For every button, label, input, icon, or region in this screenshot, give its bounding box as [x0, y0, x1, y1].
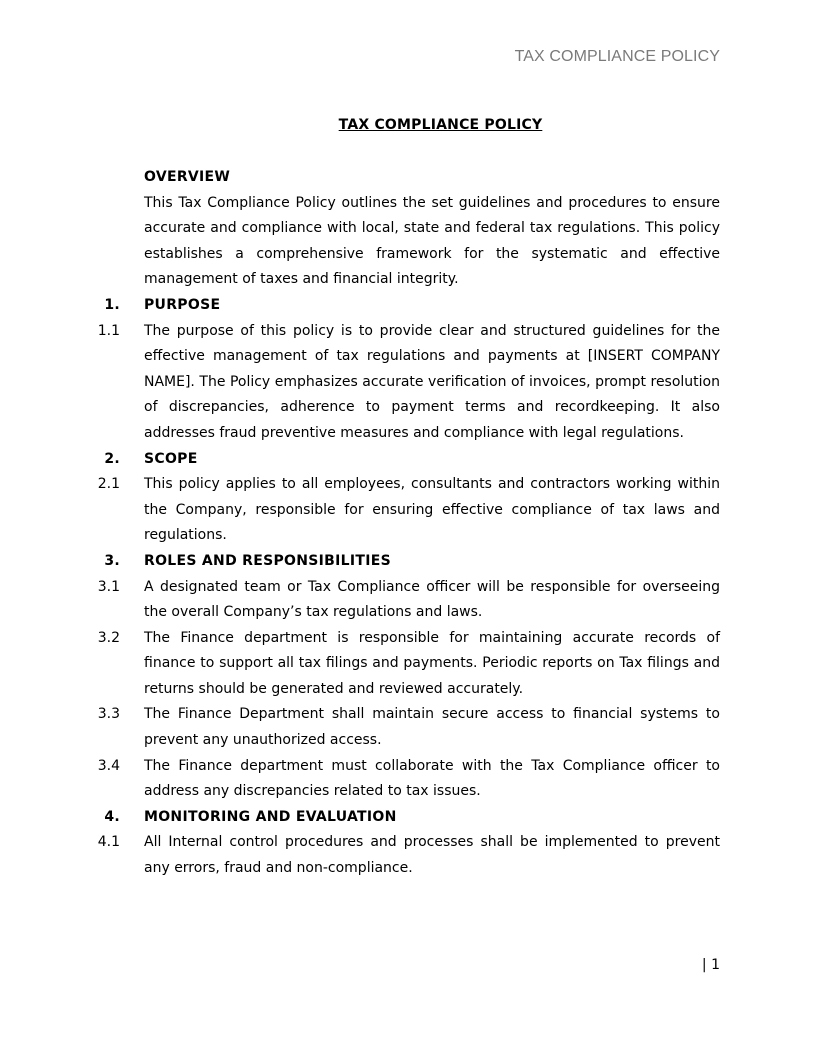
- clause-text: The purpose of this policy is to provide clear and structured guidelines for the effective management of tax regulations and payments at [INSERT COMPANY NAME]. The Policy emphasizes accurate verification of invoices, prompt resolution of discrepancies, adherence to payment terms and recordkeeping. It also addresses fraud preventive measures and compliance with legal regulations.: [144, 322, 720, 441]
- clause-3-3: [0, 702, 816, 753]
- document-title: TAX COMPLIANCE POLICY: [338, 117, 543, 133]
- clause-number: 3.4: [97, 757, 120, 774]
- clause-text: The Finance department is responsible for maintaining accurate records of finance to support all tax filings and payments. Periodic reports on Tax filings and returns should be generated and reviewed accurately.: [144, 629, 720, 697]
- clause-text: A designated team or Tax Compliance officer will be responsible for overseeing the overall Company’s tax regulations and laws.: [144, 578, 720, 621]
- clause-number: 3.3: [97, 706, 120, 723]
- running-header: TAX COMPLIANCE POLICY: [514, 48, 720, 65]
- section-title: ROLES AND RESPONSIBILITIES: [144, 552, 391, 569]
- section-number: 2.: [104, 450, 120, 467]
- overview-heading: OVERVIEW: [144, 169, 231, 185]
- section-number: 1.: [104, 296, 120, 313]
- section-number: 4.: [104, 808, 120, 825]
- clause-4-1: [0, 830, 816, 881]
- clause-number: 1.1: [97, 322, 120, 339]
- clause-3-2: [0, 626, 816, 703]
- document-body: [0, 165, 816, 882]
- overview-text: This Tax Compliance Policy outlines the set guidelines and procedures to ensure accurate and compliance with local, state and federal tax regulations. This policy establishes a comprehensive framework for the systematic and effective management of taxes and financial integrity.: [144, 194, 720, 288]
- clause-text: The Finance department must collaborate with the Tax Compliance officer to address any discrepancies related to tax issues.: [144, 757, 720, 800]
- section-heading-monitoring: [0, 805, 816, 831]
- section-heading-scope: [0, 447, 816, 473]
- clause-number: 3.2: [97, 629, 120, 646]
- section-heading-purpose: [0, 293, 816, 319]
- clause-2-1: [0, 472, 816, 549]
- section-title: SCOPE: [144, 450, 198, 467]
- clause-number: 3.1: [97, 578, 120, 595]
- section-title: MONITORING AND EVALUATION: [144, 808, 397, 825]
- clause-text: All Internal control procedures and processes shall be implemented to prevent any errors, fraud and non-compliance.: [144, 834, 720, 877]
- clause-text: This policy applies to all employees, consultants and contractors working within the Company, responsible for ensuring effective compliance of tax laws and regulations.: [144, 476, 720, 544]
- clause-1-1: [0, 319, 816, 447]
- clause-3-1: [0, 575, 816, 626]
- clause-3-4: [0, 754, 816, 805]
- clause-text: The Finance Department shall maintain secure access to financial systems to prevent any unauthorized access.: [144, 706, 720, 749]
- section-number: 3.: [104, 552, 120, 569]
- page-number: | 1: [701, 957, 720, 973]
- clause-number: 4.1: [97, 834, 120, 851]
- section-title: PURPOSE: [144, 296, 221, 313]
- section-heading-roles: [0, 549, 816, 575]
- clause-number: 2.1: [97, 476, 120, 493]
